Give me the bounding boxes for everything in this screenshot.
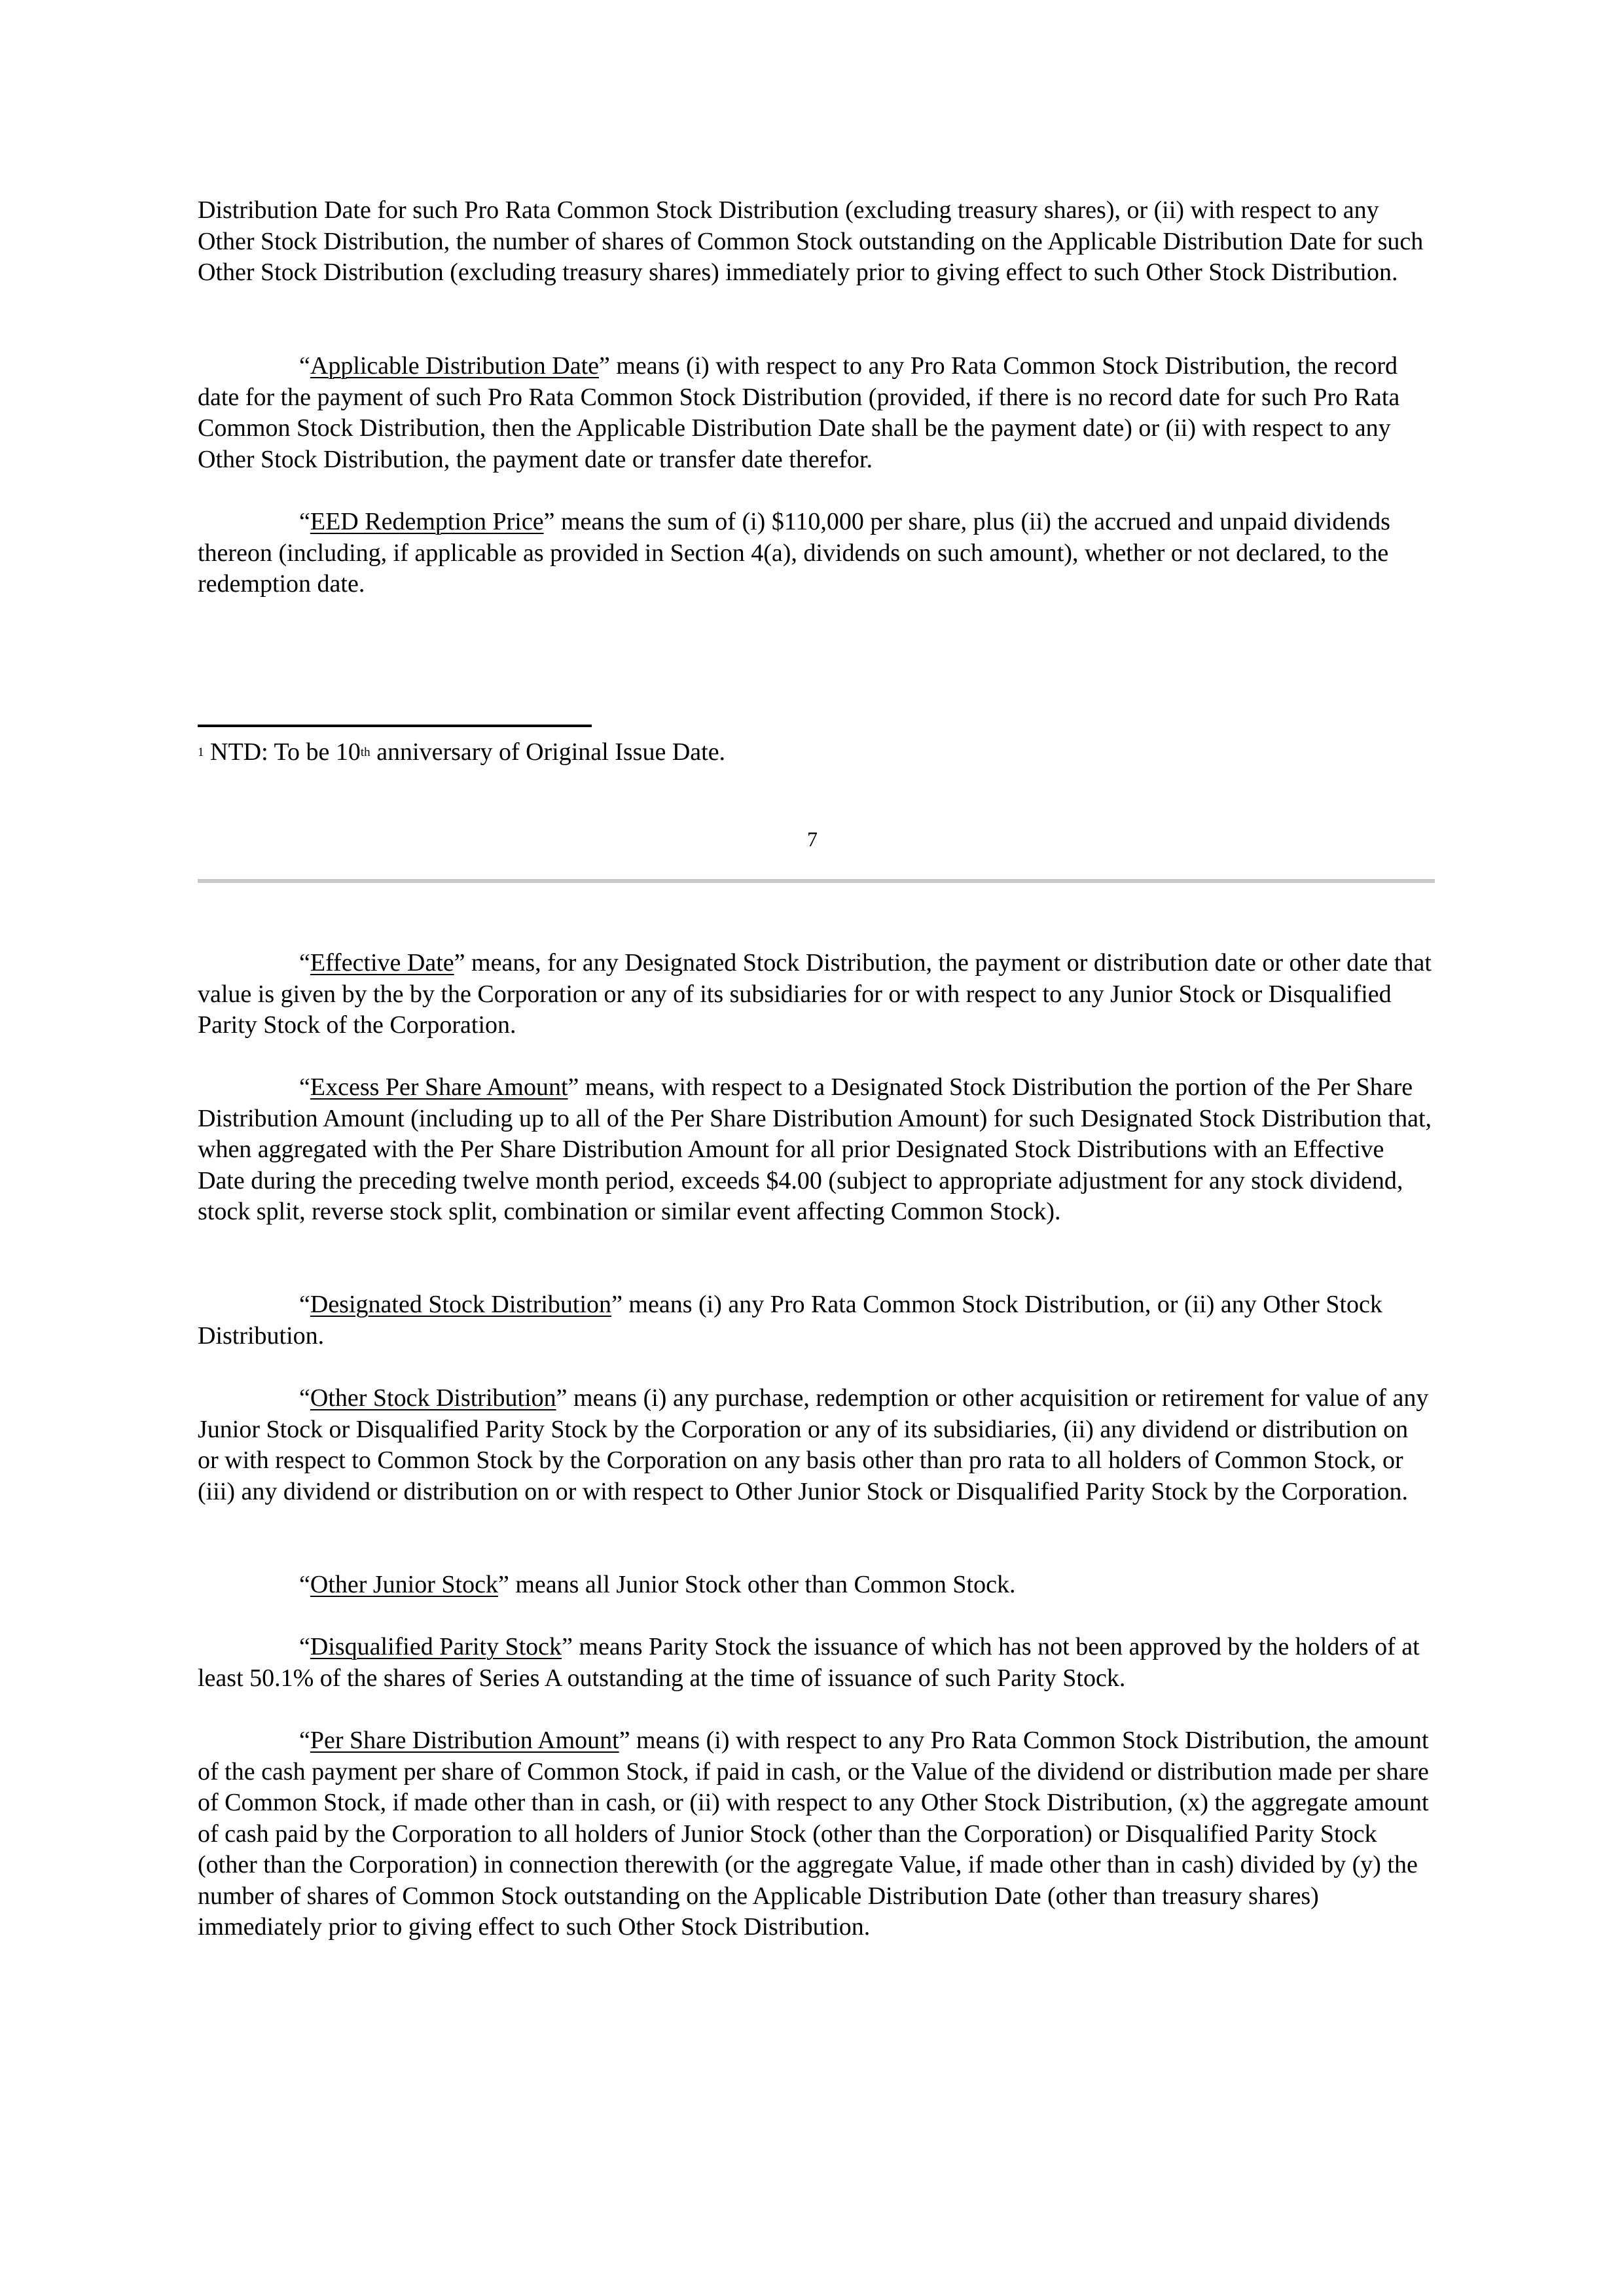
definition-body: ” means (i) any purchase, redemption or other acquisition or retirement for value of any Junior Stock or Disqualified Parity Stock by the Corporation or any of its subsidiaries, (ii) any dividend or distribution on or with respect to Common Stock by the Corporation on any basis other than pro rata to all holders of Common Stock, or (iii) any dividend or distribution on or with respect to Other Junior Stock or Disqualified Parity Stock by the Corporation. — [198, 1384, 1429, 1505]
footnote-marker: 1 — [198, 745, 204, 759]
open-quote: “ — [299, 1073, 310, 1101]
definition-other-stock-distribution — [198, 1383, 1435, 1507]
definition-effective-date — [198, 948, 1435, 1041]
defined-term: Other Stock Distribution — [310, 1384, 556, 1412]
open-quote: “ — [299, 508, 310, 535]
defined-term: EED Redemption Price — [310, 508, 544, 535]
open-quote: “ — [299, 352, 310, 380]
footnote-text-after: anniversary of Original Issue Date. — [370, 738, 726, 766]
definition-body: ” means (i) with respect to any Pro Rata Common Stock Distribution, the record date for the payment of such Pro Rata Common Stock Distribution (provided, if there is no record date for such Pro Rata Common Stock Distribution, then the Applicable Distribution Date shall be the payment date) or (ii) with respect to any Other Stock Distribution, the payment date or transfer date therefor. — [198, 352, 1400, 473]
definition-body: ” means (i) any Pro Rata Common Stock Distribution, or (ii) any Other Stock Distribution. — [198, 1291, 1382, 1350]
defined-term: Designated Stock Distribution — [310, 1291, 612, 1318]
definition-per-share-distribution-amount — [198, 1725, 1435, 1943]
open-quote: “ — [299, 1727, 310, 1754]
definition-applicable-distribution-date — [198, 351, 1435, 475]
definition-excess-per-share-amount — [198, 1072, 1435, 1228]
open-quote: “ — [299, 949, 310, 977]
footnote-text-before: NTD: To be 10 — [210, 738, 361, 766]
definition-body: ” means, with respect to a Designated Stock Distribution the portion of the Per Share Distribution Amount (including up to all of the Per Share Distribution Amount) for such Designated Stock Distribution that, when aggregated with the Per Share Distribution Amount for all prior Designated Stock Distributions with an Effective Date during the preceding twelve month period, exceeds $4.00 (subject to appropriate adjustment for any stock dividend, stock split, reverse stock split, combination or similar event affecting Common Stock). — [198, 1073, 1432, 1225]
definition-body: ” means all Junior Stock other than Common Stock. — [497, 1571, 1016, 1598]
footnote — [198, 737, 725, 772]
open-quote: “ — [299, 1384, 310, 1412]
definition-body: ” means Parity Stock the issuance of which has not been approved by the holders of at least 50.1% of the shares of Series A outstanding at the time of issuance of such Parity Stock. — [198, 1633, 1420, 1692]
continuation-paragraph: Distribution Date for such Pro Rata Common Stock Distribution (excluding treasury shares), or (ii) with respect to any Other Stock Distribution, the number of shares of Common Stock outstanding on the Applicable Distribution Date for such Other Stock Distribution (excluding treasury shares) immediately prior to giving effect to such Other Stock Distribution. — [198, 196, 1424, 286]
definition-body: ” means, for any Designated Stock Distribution, the payment or distribution date or other date that value is given by the by the Corporation or any of its subsidiaries for or with respect to any Junior Stock or Disqualified Parity Stock of the Corporation. — [198, 949, 1432, 1039]
defined-term: Effective Date — [310, 949, 454, 977]
open-quote: “ — [299, 1291, 310, 1318]
defined-term: Disqualified Parity Stock — [310, 1633, 562, 1660]
defined-term: Other Junior Stock — [310, 1571, 498, 1598]
defined-term: Excess Per Share Amount — [310, 1073, 568, 1101]
footnote-superscript: th — [360, 745, 370, 759]
footnote-separator — [198, 725, 592, 727]
defined-term: Per Share Distribution Amount — [310, 1727, 619, 1754]
open-quote: “ — [299, 1571, 310, 1598]
definition-body: ” means (i) with respect to any Pro Rata Common Stock Distribution, the amount of the cash payment per share of Common Stock, if paid in cash, or the Value of the dividend or distribution made per share of Common Stock, if made other than in cash, or (ii) with respect to any Other Stock Distribution, (x) the aggregate amount of cash paid by the Corporation to all holders of Junior Stock (other than the Corporation) or Disqualified Parity Stock (other than the Corporation) in connection therewith (or the aggregate Value, if made other than in cash) divided by (y) the number of shares of Common Stock outstanding on the Applicable Distribution Date (other than treasury shares) immediately prior to giving effect to such Other Stock Distribution. — [198, 1727, 1429, 1941]
page-number: 7 — [807, 827, 818, 851]
definition-disqualified-parity-stock — [198, 1632, 1435, 1694]
definition-designated-stock-distribution — [198, 1289, 1435, 1352]
open-quote: “ — [299, 1633, 310, 1660]
definition-other-junior-stock — [198, 1570, 1435, 1601]
page-break-divider — [198, 879, 1435, 883]
defined-term: Applicable Distribution Date — [310, 352, 599, 380]
definition-eed-redemption-price — [198, 507, 1435, 600]
definition-body: ” means the sum of (i) $110,000 per share, plus (ii) the accrued and unpaid dividends thereon (including, if applicable as provided in Section 4(a), dividends on such amount), whether or not declared, to the redemption date. — [198, 508, 1390, 598]
